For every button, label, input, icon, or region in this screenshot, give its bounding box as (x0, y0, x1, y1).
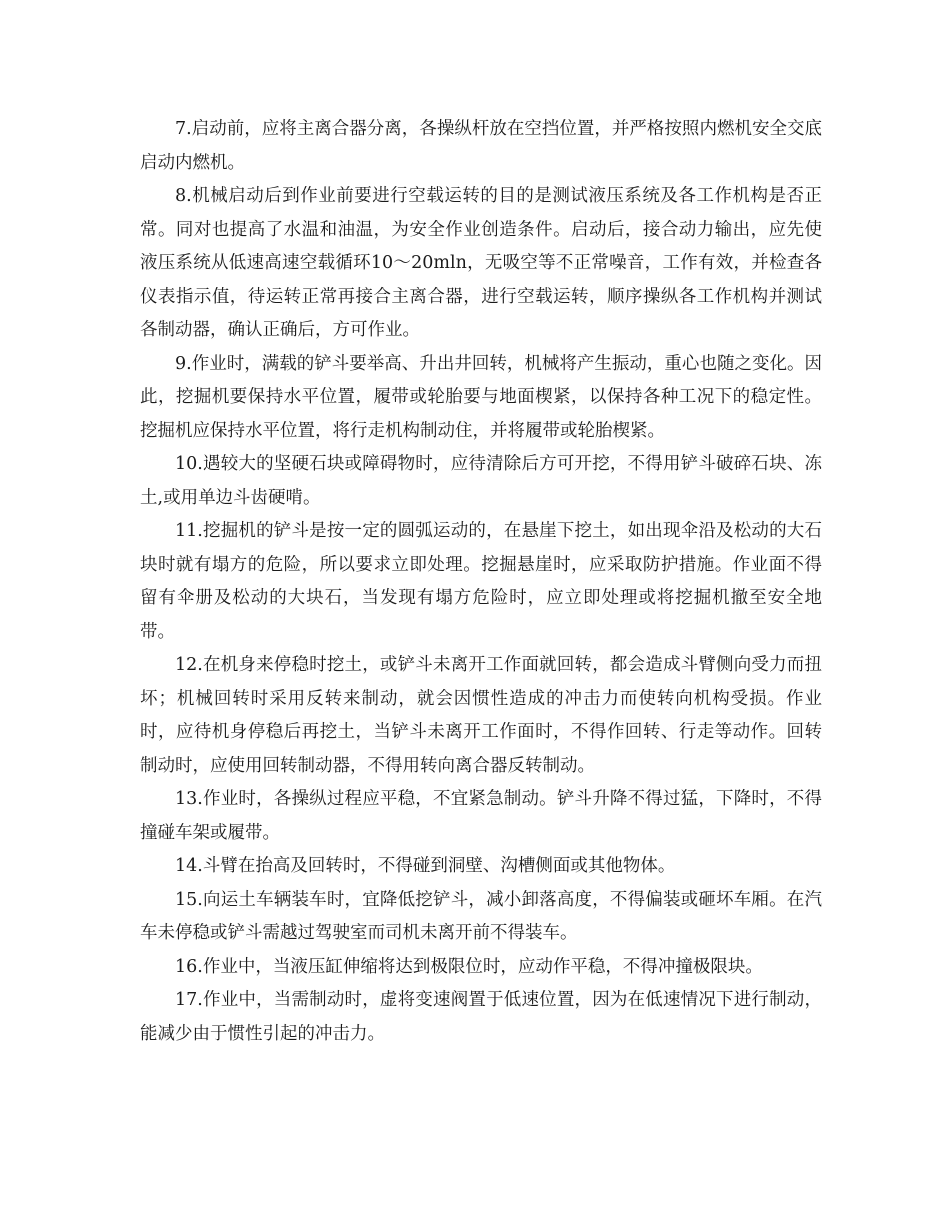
paragraph-9: 9.作业时，满载的铲斗要举高、升出井回转，机械将产生振动，重心也随之变化。因此，挖掘机要保持水平位置，履带或轮胎要与地面楔紧，以保持各种工况下的稳定性。挖掘机应保持水平位置，将行走机构制动住，并将履带或轮胎楔紧。 (140, 353, 822, 441)
paragraph-10: 10.遇较大的坚硬石块或障碍物时，应待清除后方可开挖，不得用铲斗破碎石块、冻土,或用单边斗齿硬啃。 (140, 454, 822, 508)
paragraph-8: 8.机械启动后到作业前要进行空载运转的目的是测试液压系统及各工作机构是否正常。同对也提高了水温和油温，为安全作业创造条件。启动后，接合动力输出，应先使液压系统从低速高速空载循环10～20mln，无吸空等不正常噪音，工作有效，并检查各仪表指示值，待运转正常再接合主离合器，进行空载运转，顺序操纵各工作机构并测试各制动器，确认正确后，方可作业。 (140, 186, 822, 340)
paragraph-16: 16.作业中，当液压缸伸缩将达到极限位时，应动作平稳，不得冲撞极限块。 (175, 956, 763, 977)
paragraph-14: 14.斗臂在抬高及回转时，不得碰到洞壁、沟槽侧面或其他物体。 (175, 856, 676, 876)
document-body (140, 113, 822, 1051)
paragraph-13: 13.作业时，各操纵过程应平稳，不宜紧急制动。铲斗升降不得过猛，下降时，不得撞碰车架或履带。 (140, 789, 822, 843)
paragraph-15: 15.向运土车辆装车时，宜降低挖铲斗，减小卸落高度，不得偏装或砸坏车厢。在汽车未停稳或铲斗需越过驾驶室而司机未离开前不得装车。 (140, 889, 822, 943)
paragraph-7: 7.启动前，应将主离合器分离，各操纵杆放在空挡位置，并严格按照内燃机安全交底启动内燃机。 (140, 119, 822, 173)
paragraph-12: 12.在机身来停稳时挖土，或铲斗未离开工作面就回转，都会造成斗臂侧向受力而扭坏；机械回转时采用反转来制动，就会因惯性造成的冲击力而使转向机构受损。作业时，应待机身停稳后再挖土，当铲斗未离开工作面时，不得作回转、行走等动作。回转制动时，应使用回转制动器，不得用转向离合器反转制动。 (140, 655, 822, 776)
paragraph-11: 11.挖掘机的铲斗是按一定的圆弧运动的，在悬崖下挖土，如出现伞沿及松动的大石块时就有塌方的危险，所以要求立即处理。挖掘悬崖时，应采取防护措施。作业面不得留有伞册及松动的大块石，当发现有塌方危险时，应立即处理或将挖掘机撤至安全地带。 (140, 521, 822, 642)
paragraph-17: 17.作业中，当需制动时，虚将变速阀置于低速位置，因为在低速情况下进行制动，能减少由于惯性引起的冲击力。 (140, 990, 822, 1044)
